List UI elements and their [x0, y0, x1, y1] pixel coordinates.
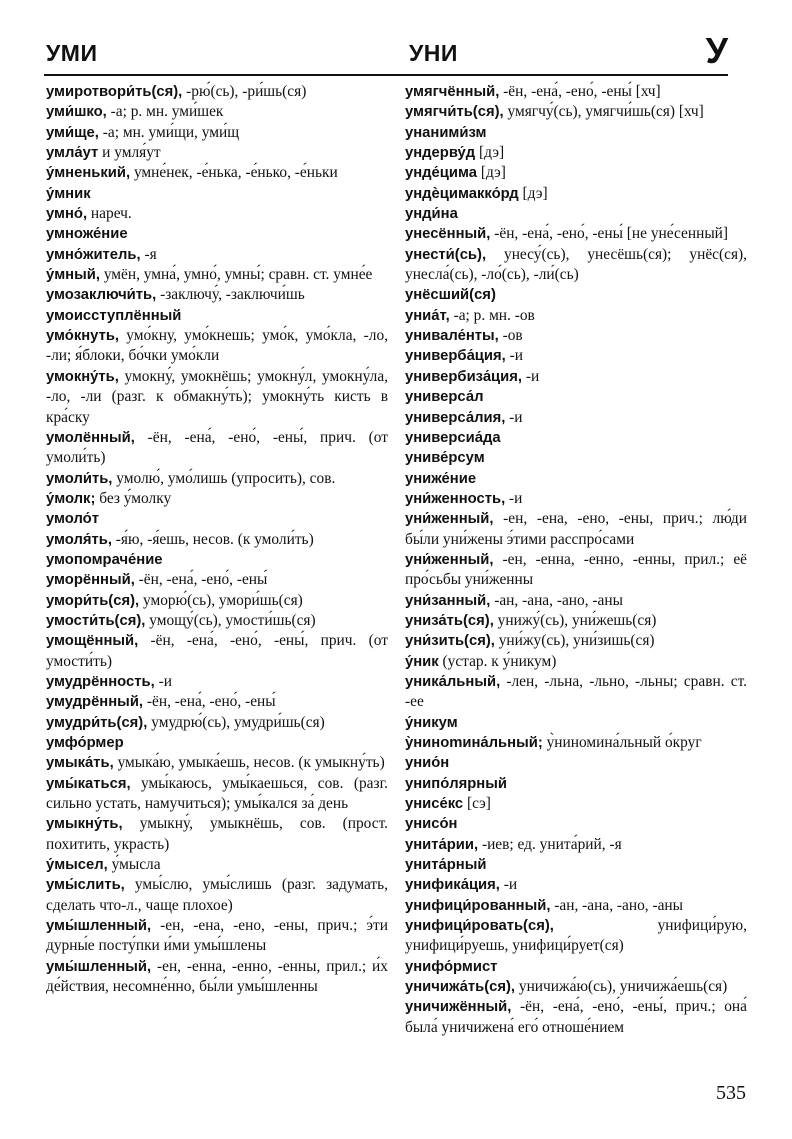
entry-body: -ен, -ена, -ено, -ены, прич.; лю́ди бы́ли уни́жены э́тими расспро́сами	[405, 510, 747, 548]
entry-body: -ен, -ена, -ено, -ены, прич.; э́ти дурны́е посту́пки и́ми умы́шлены	[46, 917, 388, 955]
entry-headword: униа́т,	[405, 307, 450, 324]
entry-body: умолю́, умо́лишь (упросить), сов.	[112, 469, 336, 487]
entry-headword: у́мысел,	[46, 857, 108, 874]
dictionary-entry	[46, 163, 388, 183]
entry-body: -и	[522, 367, 540, 385]
dictionary-entry	[405, 611, 747, 631]
entry-headword: ундѐцимакко́рд	[405, 185, 519, 202]
dictionary-entry	[46, 916, 388, 957]
entry-body: -ен, -енна, -енно, -енны, прил.; её про́сьбы уни́женны	[405, 550, 747, 589]
entry-headword: универбиза́ция,	[405, 368, 522, 385]
entry-headword: умно́,	[46, 206, 88, 223]
entry-body: уморю́(сь), умори́шь(ся)	[139, 591, 303, 609]
dictionary-entry	[405, 143, 747, 163]
dictionary-entry	[405, 957, 747, 977]
entry-headword: уми́шко,	[46, 104, 107, 121]
entry-body: умо́кну, умо́кнешь; умо́к, умо́кла, -ло, -ли; я́блоки, бо́чки умо́кли	[46, 327, 388, 365]
dictionary-entry	[46, 591, 388, 611]
entry-body: -я	[140, 245, 157, 263]
entry-headword: уни́женный,	[405, 511, 494, 528]
entry-headword: уни́зить(ся),	[405, 633, 495, 650]
dictionary-entry	[405, 428, 747, 448]
entry-headword: унифици́ровать(ся),	[405, 918, 554, 935]
left-column	[46, 82, 388, 997]
dictionary-entry	[405, 774, 747, 794]
dictionary-entry	[405, 896, 747, 916]
dictionary-entry	[405, 509, 747, 550]
entry-body: -ён, -ена́, -ено́, -ены́ [не уне́сенный]	[490, 225, 729, 243]
entry-body: умыкну́, умыкнёшь, сов. (прост. похитить, украсть)	[46, 815, 388, 853]
entry-body: [дэ]	[475, 144, 505, 162]
entry-body: -ан, -ана, -ано, -аны	[550, 896, 684, 914]
entry-headword: умиротвори́ть(ся),	[46, 84, 183, 100]
dictionary-entry	[405, 224, 747, 244]
dictionary-entry	[405, 489, 747, 509]
dictionary-entry	[46, 753, 388, 773]
dictionary-entry	[46, 285, 388, 305]
entry-body: умы́каюсь, умы́каешься, сов. (разг. сильно устать, намучиться); умы́кался за́ день	[46, 774, 388, 813]
dictionary-entry	[405, 550, 747, 591]
entry-body: [дэ]	[476, 164, 506, 182]
entry-headword: умоло́т	[46, 511, 99, 528]
entry-headword: умы́слить,	[46, 877, 125, 894]
entry-headword: умфо́рмер	[46, 735, 124, 751]
entry-headword: умолённый,	[46, 429, 135, 446]
dictionary-entry	[46, 855, 388, 875]
dictionary-entry	[405, 184, 747, 204]
entry-headword: унипо́лярный	[405, 775, 507, 792]
entry-headword: униза́ть(ся),	[405, 612, 494, 629]
dictionary-entry	[405, 875, 747, 895]
dictionary-entry	[46, 326, 388, 367]
dictionary-entry	[46, 774, 388, 815]
dictionary-entry	[46, 814, 388, 855]
entry-body: -ов	[498, 327, 523, 345]
entry-body: унесу́(сь), унесёшь(ся); унёс(ся), унесла́(сь), -ло́(сь), -ли́(сь)	[405, 245, 747, 284]
entry-headword: уника́льный,	[405, 673, 501, 690]
dictionary-entry	[46, 550, 388, 570]
section-letter: У	[705, 30, 728, 71]
dictionary-entry	[46, 123, 388, 143]
dictionary-entry	[405, 408, 747, 428]
dictionary-entry	[46, 306, 388, 326]
entry-headword: унифо́рмист	[405, 958, 498, 975]
dictionary-entry	[46, 530, 388, 550]
entry-headword: умори́ть(ся),	[46, 592, 140, 609]
dictionary-entry	[46, 184, 388, 204]
entry-headword: умоли́ть,	[46, 470, 113, 487]
entry-body: -а; р. мн. -ов	[449, 306, 535, 324]
entry-body: -и	[499, 876, 518, 894]
entry-headword: у̀нинomина́льный;	[405, 735, 543, 751]
entry-headword: у́мник	[46, 185, 91, 202]
entry-body: -ён, -ена́, -ено́, -ены́, прич. (от умоли́ть)	[46, 428, 388, 467]
entry-headword: у́мный,	[46, 267, 100, 284]
entry-body: нареч.	[87, 205, 132, 223]
dictionary-entry	[405, 306, 747, 326]
entry-headword: униве́рсум	[405, 450, 485, 467]
entry-body: -заключу́, -заключи́шь	[156, 286, 305, 304]
entry-body: -иев; ед. унита́рий, -я	[478, 835, 622, 853]
entry-headword: умозаключи́ть,	[46, 287, 157, 304]
dictionary-entry	[46, 367, 388, 428]
entry-body: умён, умна́, умно́, умны́; сравн. ст. умне́е	[99, 266, 373, 284]
entry-body: -а; мн. уми́щи, уми́щ	[98, 123, 240, 141]
dictionary-entry	[46, 509, 388, 529]
dictionary-entry	[46, 733, 388, 753]
dictionary-entry	[405, 285, 747, 305]
entry-headword: унде́цима	[405, 165, 477, 182]
entry-headword: умудри́ть(ся),	[46, 714, 148, 731]
entry-body: унифици́рую, унифици́руешь, унифици́рует(ся)	[405, 917, 747, 955]
entry-headword: умудрённый,	[46, 694, 144, 711]
entry-headword: универса́л	[405, 389, 484, 406]
dictionary-entry	[405, 245, 747, 286]
entry-headword: унио́н	[405, 755, 450, 772]
entry-body: уни́жу(сь), уни́зишь(ся)	[494, 632, 655, 650]
dictionary-entry	[405, 794, 747, 814]
entry-body: -и	[505, 347, 523, 365]
dictionary-entry	[405, 835, 747, 855]
entry-body: умне́нек, -е́нька, -е́нько, -е́ньки	[130, 164, 338, 182]
entry-body: умыка́ю, умыка́ешь, несов. (к умыкну́ть)	[113, 754, 385, 772]
dictionary-entry	[46, 672, 388, 692]
entry-headword: умоисступлённый	[46, 307, 182, 324]
entry-headword: у́ник	[405, 653, 439, 670]
dictionary-entry	[46, 428, 388, 469]
entry-body: уничижа́ю(сь), уничижа́ешь(ся)	[515, 978, 728, 996]
entry-headword: унисо́н	[405, 816, 458, 833]
entry-headword: уми́ще,	[46, 124, 99, 141]
entry-body: у̀ниномина́льный о́круг	[542, 734, 702, 751]
entry-headword: умы́шленный,	[46, 918, 152, 935]
dictionary-entry	[405, 204, 747, 224]
dictionary-entry	[405, 855, 747, 875]
entry-headword: уни́занный,	[405, 592, 491, 609]
entry-body: -и	[154, 672, 172, 690]
entry-body: -ён, -ена́, -ено́, -ены́, прич.; она́ была́ уничижена́ его́ отноше́нием	[405, 998, 747, 1036]
entry-body: -ен, -енна, -енно, -енны, прил.; и́х де́йствия, несомне́нно, бы́ли умы́шленны	[46, 957, 388, 996]
entry-headword: унаними́зм	[405, 124, 487, 141]
entry-headword: умудрённость,	[46, 673, 155, 690]
right-column	[405, 82, 747, 1038]
entry-headword: умягчи́ть(ся),	[405, 104, 504, 121]
dictionary-entry	[46, 245, 388, 265]
dictionary-entry	[46, 489, 388, 509]
entry-headword: универба́ция,	[405, 348, 506, 365]
dictionary-entry	[405, 469, 747, 489]
entry-headword: умягчённый,	[405, 84, 500, 100]
dictionary-entry	[405, 916, 747, 957]
entry-headword: умыка́ть,	[46, 755, 114, 772]
entry-body: -а; р. мн. уми́шек	[106, 103, 224, 121]
entry-body: -ён, -ена́, -ено́, -ены́, прич. (от умости́ть)	[46, 632, 388, 670]
entry-headword: унди́на	[405, 206, 458, 223]
entry-headword: уни́женность,	[405, 490, 506, 507]
dictionary-entry	[46, 82, 388, 102]
entry-body: умы́слю, умы́слишь (разг. задумать, сделать что-л., чаще плохое)	[46, 876, 388, 914]
dictionary-entry	[46, 143, 388, 163]
entry-headword: унифика́ция,	[405, 877, 500, 894]
entry-body: -ён, -ена́, -ено́, -ены́	[134, 571, 268, 589]
entry-headword: у́мненький,	[46, 165, 131, 182]
entry-headword: умокну́ть,	[46, 368, 119, 385]
dictionary-entry	[405, 367, 747, 387]
entry-body: -рю́(сь), -ри́шь(ся)	[182, 83, 307, 100]
entry-headword: умла́ут	[46, 145, 99, 162]
entry-headword: уни́женный,	[405, 551, 494, 568]
entry-headword: универсиа́да	[405, 429, 501, 446]
dictionary-entry	[405, 672, 747, 713]
dictionary-entry	[46, 957, 388, 998]
entry-body: и умля́ут	[98, 144, 161, 162]
dictionary-entry	[405, 123, 747, 143]
entry-headword: умо́кнуть,	[46, 328, 120, 345]
dictionary-entry	[46, 265, 388, 285]
dictionary-entry	[405, 346, 747, 366]
dictionary-entry	[405, 733, 747, 753]
dictionary-entry	[405, 713, 747, 733]
dictionary-entry	[405, 448, 747, 468]
entry-body: -и	[505, 489, 523, 507]
entry-body: унижу́(сь), уни́жешь(ся)	[493, 611, 657, 629]
dictionary-entry	[405, 82, 747, 102]
page-number: 535	[716, 1082, 746, 1104]
entry-body: умощу́(сь), умости́шь(ся)	[145, 611, 316, 629]
entry-headword: умы́шленный,	[46, 958, 152, 975]
entry-headword: унисе́кс	[405, 796, 464, 813]
entry-headword: умопомраче́ние	[46, 551, 163, 568]
entry-body: -и	[505, 408, 523, 426]
dictionary-entry	[405, 977, 747, 997]
entry-body: умокну́, умокнёшь; умокну́л, умокну́ла, -ло, -ли (разг. к обмакну́ть); умокну́ть кисть в кра́ску	[46, 367, 388, 426]
entry-body: без у́молку	[95, 489, 172, 507]
entry-body: [дэ]	[518, 184, 548, 202]
running-head-center: УНИ	[409, 40, 458, 66]
dictionary-entry	[46, 875, 388, 916]
entry-headword: унесённый,	[405, 226, 491, 243]
dictionary-entry	[46, 611, 388, 631]
entry-headword: унифици́рованный,	[405, 897, 551, 914]
entry-headword: умыкну́ть,	[46, 816, 123, 833]
dictionary-entry	[405, 814, 747, 834]
dictionary-entry	[46, 204, 388, 224]
page-header	[14, 30, 778, 74]
entry-body: -ён, -ена́, -ено́, -ены́	[143, 693, 276, 711]
entry-headword: умно́житель,	[46, 246, 141, 263]
dictionary-entry	[46, 713, 388, 733]
entry-body: -я́ю, -я́ешь, несов. (к умоли́ть)	[111, 530, 314, 548]
entry-headword: униже́ние	[405, 470, 477, 487]
entry-headword: умости́ть(ся),	[46, 612, 146, 629]
entry-headword: унивале́нты,	[405, 328, 499, 345]
entry-headword: умноже́ние	[46, 226, 128, 243]
dictionary-entry	[46, 224, 388, 244]
entry-headword: унести́(сь),	[405, 246, 487, 263]
entry-body: [сэ]	[463, 795, 491, 813]
entry-body: -лен, -льна, -льно, -льны; сравн. ст. -ее	[405, 672, 747, 711]
dictionary-entry	[46, 692, 388, 712]
dictionary-entry	[405, 591, 747, 611]
entry-body: -ён, -ена́, -ено́, -ены́ [хч]	[499, 83, 661, 100]
dictionary-entry	[405, 387, 747, 407]
entry-headword: унита́рии,	[405, 836, 479, 853]
entry-headword: умощённый,	[46, 633, 139, 650]
dictionary-entry	[405, 102, 747, 122]
entry-body: умягчу́(сь), умягчи́шь(ся) [хч]	[503, 103, 704, 121]
dictionary-entry	[405, 753, 747, 773]
entry-headword: унёсший(ся)	[405, 287, 496, 304]
header-rule	[44, 74, 728, 76]
entry-headword: унита́рный	[405, 857, 487, 874]
entry-headword: универса́лия,	[405, 409, 506, 426]
entry-body: (устар. к у́никум)	[438, 652, 557, 670]
entry-headword: уничижённый,	[405, 999, 512, 1016]
entry-headword: ундерву́д	[405, 145, 476, 162]
entry-headword: умоля́ть,	[46, 531, 112, 548]
dictionary-entry	[46, 469, 388, 489]
dictionary-entry	[405, 997, 747, 1038]
dictionary-entry	[46, 631, 388, 672]
dictionary-entry	[405, 652, 747, 672]
entry-headword: у́никум	[405, 714, 458, 731]
entry-body: у́мысла	[107, 856, 161, 874]
entry-headword: умы́каться,	[46, 775, 131, 792]
dictionary-entry	[405, 326, 747, 346]
dictionary-entry	[46, 102, 388, 122]
entry-headword: уничижа́ть(ся),	[405, 979, 516, 996]
entry-headword: у́молк;	[46, 490, 96, 507]
entry-body: умудрю́(сь), умудри́шь(ся)	[147, 713, 325, 731]
running-head-left: УМИ	[46, 40, 98, 66]
dictionary-entry	[46, 570, 388, 590]
entry-headword: уморённый,	[46, 572, 135, 589]
dictionary-entry	[405, 163, 747, 183]
entry-body: -ан, -ана, -ано, -аны	[490, 591, 623, 609]
dictionary-entry	[405, 631, 747, 651]
